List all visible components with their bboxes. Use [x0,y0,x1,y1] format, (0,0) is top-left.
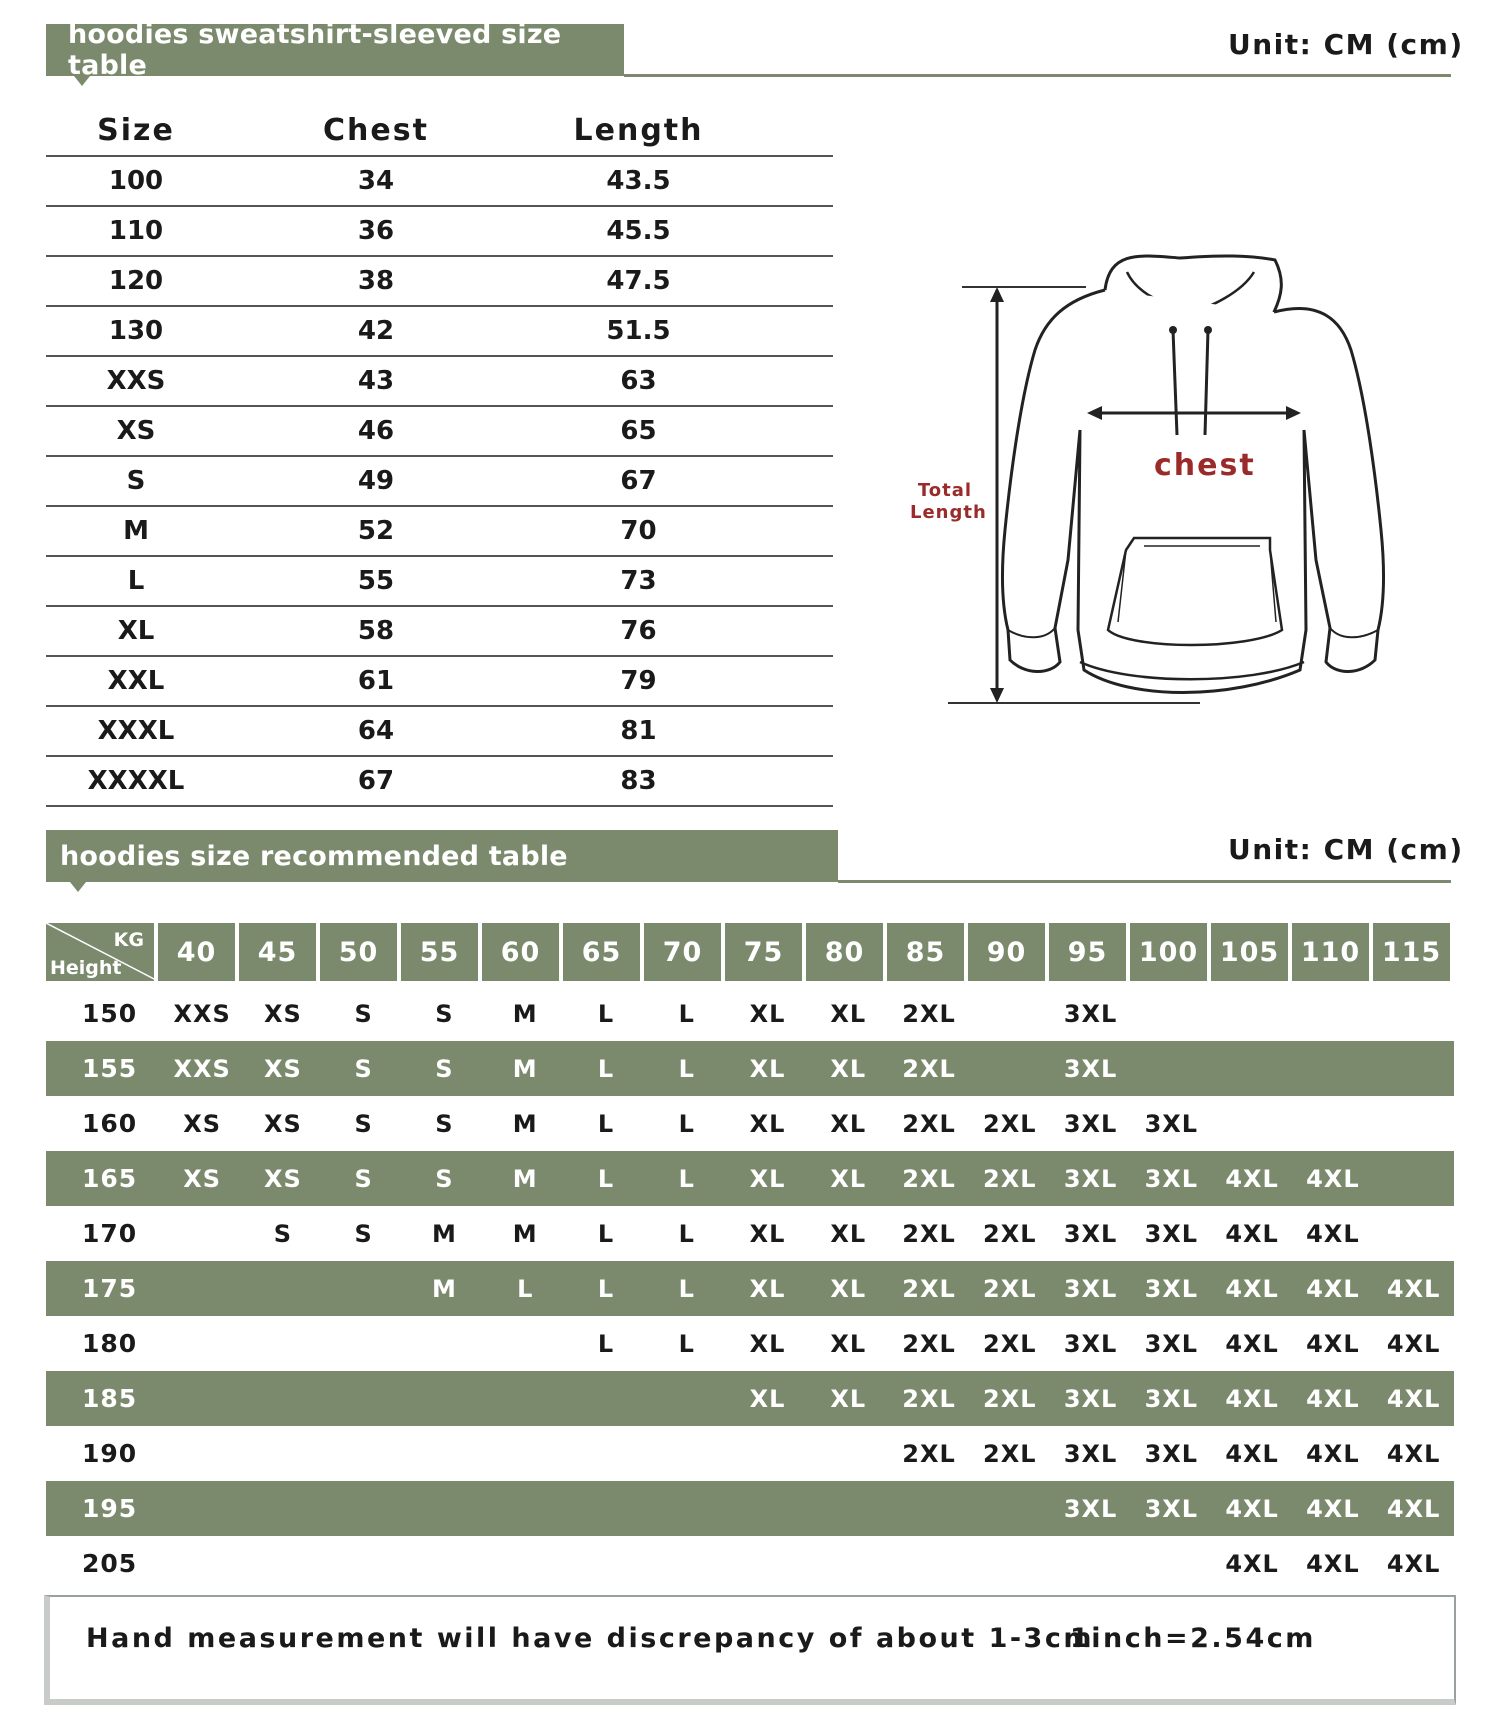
chest-cell: 43 [357,366,395,396]
height-cell: 190 [82,1439,138,1468]
recommend-table-row [46,1536,1454,1591]
recommend-table-banner [46,830,838,882]
size-cell: XXS [106,366,166,396]
size-recommend-cell: 4XL [1225,1274,1279,1303]
size-recommend-cell: XS [183,1109,222,1138]
size-recommend-cell: XS [264,1109,302,1138]
chest-label: chest [1154,448,1256,483]
kg-header-cell: 110 [1292,923,1369,981]
size-recommend-cell: L [597,1219,615,1248]
size-recommend-cell: L [678,1054,695,1083]
size-cell: M [123,516,149,546]
size-recommend-cell: 4XL [1225,1164,1279,1193]
size-recommend-cell: 3XL [1063,1494,1118,1523]
size-cell: 120 [108,266,164,296]
height-cell: 170 [82,1219,138,1248]
length-cell: 65 [620,416,657,446]
kg-header-cell: 45 [239,923,316,981]
size-recommend-cell: XL [830,1164,867,1193]
chest-cell: 55 [357,566,395,596]
size-recommend-cell: 4XL [1225,1439,1279,1468]
recommend-unit-label: Unit: CM (cm) [1228,833,1464,866]
size-banner-rule [624,74,1451,77]
size-recommend-cell: 3XL [1144,1384,1199,1413]
height-cell: 175 [82,1274,138,1303]
size-cell: 100 [108,166,164,196]
size-table-row [46,557,833,607]
header-length: Length [573,112,704,148]
kg-header-cell: 100 [1130,923,1207,981]
size-table [46,105,833,807]
total-length-label [910,480,987,524]
size-cell: S [126,466,146,496]
size-recommend-cell: 3XL [1144,1274,1199,1303]
kg-header-cell: 40 [158,923,235,981]
size-recommend-cell: 4XL [1225,1549,1279,1578]
size-recommend-cell: M [432,1219,457,1248]
size-table-row [46,657,833,707]
kg-header-cell: 115 [1373,923,1450,981]
size-recommend-cell: L [678,999,695,1028]
size-recommend-cell: XL [830,1384,867,1413]
size-recommend-cell: S [354,1109,373,1138]
recommend-table-row [46,1426,1454,1481]
size-recommend-cell: L [678,1329,695,1358]
size-banner-notch [74,76,90,86]
size-recommend-cell: 3XL [1063,1164,1118,1193]
kg-header-cell: 80 [806,923,883,981]
size-recommend-cell: XL [749,1164,786,1193]
chest-cell: 49 [357,466,395,496]
kg-header-cell: 95 [1049,923,1126,981]
size-recommend-cell: XL [830,1329,867,1358]
size-recommend-cell: 4XL [1386,1494,1441,1523]
size-cell: 110 [108,216,164,246]
height-cell: 165 [82,1164,138,1193]
size-recommend-cell: XL [749,1329,786,1358]
size-recommend-cell: 2XL [983,1329,1037,1358]
size-cell: XXL [107,666,165,696]
size-recommend-cell: 4XL [1225,1219,1279,1248]
size-recommend-cell: 4XL [1225,1494,1279,1523]
size-recommend-cell: S [435,1109,454,1138]
recommend-banner-rule [838,880,1451,883]
size-recommend-cell: 4XL [1386,1329,1441,1358]
recommend-table-row [46,1041,1454,1096]
size-recommend-cell: 4XL [1306,1164,1360,1193]
size-recommend-cell: 4XL [1386,1549,1441,1578]
size-recommend-cell: M [432,1274,457,1303]
header-chest: Chest [323,112,429,148]
recommend-table-row [46,1316,1454,1371]
corner-kg-label: KG [113,929,144,951]
size-recommend-cell: 2XL [983,1274,1037,1303]
length-cell: 43.5 [606,166,671,196]
size-recommend-cell: 2XL [983,1219,1037,1248]
recommend-table-row [46,986,1454,1041]
corner-cell [46,923,154,981]
size-recommend-cell: 2XL [983,1384,1037,1413]
size-recommend-cell: XL [749,1109,786,1138]
size-recommend-cell: XL [830,999,867,1028]
hoodie-diagram [890,230,1410,720]
size-table-row [46,707,833,757]
size-table-row [46,457,833,507]
length-cell: 63 [620,366,657,396]
chest-cell: 46 [357,416,395,446]
size-recommend-cell: 2XL [902,1439,956,1468]
size-recommend-cell: 4XL [1306,1384,1360,1413]
size-recommend-cell: 4XL [1306,1329,1360,1358]
height-cell: 180 [82,1329,138,1358]
length-cell: 83 [620,766,657,796]
recommend-table-row [46,1481,1454,1536]
recommend-banner-notch [70,882,86,892]
height-cell: 205 [82,1549,138,1578]
size-recommend-cell: S [354,1164,373,1193]
kg-header-cell: 55 [401,923,478,981]
inch-conversion-note: 1inch=2.54cm [1070,1623,1316,1654]
size-cell: XL [117,616,155,646]
kg-header-cell: 65 [563,923,640,981]
size-recommend-cell: 4XL [1306,1219,1360,1248]
size-table-row [46,157,833,207]
length-cell: 79 [620,666,657,696]
size-recommend-cell: 3XL [1063,1054,1118,1083]
height-cell: 150 [82,999,138,1028]
size-recommend-cell: M [512,1054,538,1083]
size-recommend-cell: 3XL [1063,1274,1118,1303]
height-cell: 185 [82,1384,138,1413]
recommend-table-row [46,1151,1454,1206]
header-size: Size [97,112,175,148]
chest-cell: 61 [357,666,395,696]
size-cell: XS [116,416,156,446]
discrepancy-note: Hand measurement will have discrepancy of about 1-3cm [86,1623,1094,1654]
size-recommend-cell: M [512,1109,538,1138]
recommend-table-title: hoodies size recommended table [60,840,568,872]
size-table-row [46,757,833,807]
size-recommend-cell: S [435,1164,454,1193]
size-recommend-cell: L [597,1054,615,1083]
measurement-note-box [44,1595,1456,1705]
size-recommend-cell: XS [183,1164,222,1193]
size-recommend-cell: XXS [173,999,231,1028]
size-recommend-cell: L [678,1219,695,1248]
chest-cell: 64 [357,716,395,746]
size-table-row [46,307,833,357]
chest-cell: 58 [357,616,395,646]
recommend-table-header [46,923,1454,983]
size-recommend-cell: 2XL [902,1054,956,1083]
size-recommend-cell: L [597,1164,615,1193]
size-recommend-cell: XS [264,999,302,1028]
size-recommend-cell: XL [749,1384,786,1413]
size-recommend-cell: S [354,1054,373,1083]
size-table-row [46,607,833,657]
size-recommend-cell: XL [830,1274,867,1303]
total-length-label-line1: Total [917,480,973,501]
size-recommend-cell: L [597,999,615,1028]
size-recommend-cell: 4XL [1386,1384,1441,1413]
chest-cell: 38 [357,266,395,296]
size-recommend-cell: XL [830,1219,867,1248]
recommend-table [46,923,1454,1591]
size-table-banner [46,19,624,81]
size-table-row [46,257,833,307]
hoodie-illustration [890,230,1410,720]
size-recommend-cell: XL [830,1109,867,1138]
size-recommend-cell: 3XL [1144,1164,1199,1193]
size-recommend-cell: L [517,1274,534,1303]
chest-cell: 67 [357,766,395,796]
chest-cell: 36 [357,216,395,246]
length-cell: 45.5 [606,216,671,246]
length-cell: 70 [620,516,657,546]
height-cell: 195 [82,1494,138,1523]
kg-header-cell: 70 [644,923,721,981]
size-recommend-cell: 2XL [983,1439,1037,1468]
size-recommend-cell: 3XL [1063,1109,1118,1138]
size-cell: 130 [108,316,164,346]
size-recommend-cell: 3XL [1063,1439,1118,1468]
size-recommend-cell: L [678,1109,695,1138]
length-cell: 67 [620,466,657,496]
size-recommend-cell: M [512,1219,538,1248]
recommend-table-row [46,1206,1454,1261]
size-cell: XXXL [97,716,175,746]
size-table-header [46,105,833,157]
size-recommend-cell: 2XL [983,1109,1037,1138]
kg-header-cell: 60 [482,923,559,981]
size-table-row [46,507,833,557]
size-recommend-cell: S [435,1054,454,1083]
size-recommend-cell: 4XL [1306,1494,1360,1523]
length-cell: 47.5 [606,266,671,296]
size-recommend-cell: S [354,1219,373,1248]
kg-header-cell: 85 [887,923,964,981]
size-recommend-cell: XL [749,999,786,1028]
height-cell: 160 [82,1109,138,1138]
size-recommend-cell: 3XL [1144,1494,1199,1523]
size-recommend-cell: 3XL [1063,1384,1118,1413]
size-recommend-cell: XL [749,1274,786,1303]
size-cell: XXXXL [87,766,185,796]
size-recommend-cell: 3XL [1144,1109,1199,1138]
size-recommend-cell: 3XL [1144,1219,1199,1248]
chest-cell: 42 [357,316,395,346]
size-recommend-cell: 4XL [1306,1549,1360,1578]
size-recommend-cell: S [273,1219,293,1248]
size-recommend-cell: L [597,1274,615,1303]
kg-header-cell: 90 [968,923,1045,981]
size-recommend-cell: XL [830,1054,867,1083]
height-cell: 155 [82,1054,138,1083]
size-table-title: hoodies sweatshirt-sleeved size table [68,19,562,81]
length-cell: 76 [620,616,657,646]
kg-header-cell: 75 [725,923,802,981]
size-recommend-cell: 2XL [902,1329,956,1358]
size-recommend-cell: 2XL [902,1274,956,1303]
total-length-label-line2: Length [910,502,987,523]
size-recommend-cell: 3XL [1144,1329,1199,1358]
size-recommend-cell: L [678,1274,695,1303]
size-recommend-cell: S [435,999,454,1028]
kg-header-cell: 105 [1211,923,1288,981]
size-recommend-cell: XXS [173,1054,231,1083]
size-recommend-cell: XL [749,1054,786,1083]
size-recommend-cell: L [678,1164,695,1193]
size-recommend-cell: XS [264,1054,302,1083]
size-recommend-cell: 2XL [902,1219,956,1248]
size-unit-label: Unit: CM (cm) [1228,28,1464,61]
size-table-row [46,407,833,457]
size-recommend-cell: L [597,1329,615,1358]
size-recommend-cell: XL [749,1219,786,1248]
kg-header-cell: 50 [320,923,397,981]
recommend-table-row [46,1096,1454,1151]
length-cell: 81 [620,716,657,746]
size-recommend-cell: 4XL [1225,1329,1279,1358]
chest-cell: 34 [357,166,395,196]
size-recommend-cell: 2XL [902,1164,956,1193]
size-recommend-cell: 2XL [902,999,956,1028]
size-table-row [46,357,833,407]
size-cell: L [127,566,145,596]
size-recommend-cell: 3XL [1144,1439,1199,1468]
size-recommend-cell: 3XL [1063,1219,1118,1248]
size-recommend-cell: XS [264,1164,302,1193]
size-recommend-cell: S [354,999,373,1028]
size-recommend-cell: M [512,1164,538,1193]
size-recommend-cell: 4XL [1386,1439,1441,1468]
size-table-row [46,207,833,257]
recommend-table-row [46,1261,1454,1316]
size-recommend-cell: 2XL [902,1384,956,1413]
size-recommend-cell: 2XL [902,1109,956,1138]
length-cell: 73 [620,566,657,596]
size-recommend-cell: 4XL [1225,1384,1279,1413]
size-recommend-cell: L [597,1109,615,1138]
size-recommend-cell: 4XL [1386,1274,1441,1303]
size-recommend-cell: 4XL [1306,1439,1360,1468]
size-recommend-cell: 3XL [1063,999,1118,1028]
size-recommend-cell: 4XL [1306,1274,1360,1303]
chest-cell: 52 [357,516,395,546]
length-cell: 51.5 [606,316,671,346]
size-recommend-cell: M [512,999,538,1028]
recommend-table-row [46,1371,1454,1426]
corner-height-label: Height [50,957,122,979]
size-recommend-cell: 3XL [1063,1329,1118,1358]
size-recommend-cell: 2XL [983,1164,1037,1193]
